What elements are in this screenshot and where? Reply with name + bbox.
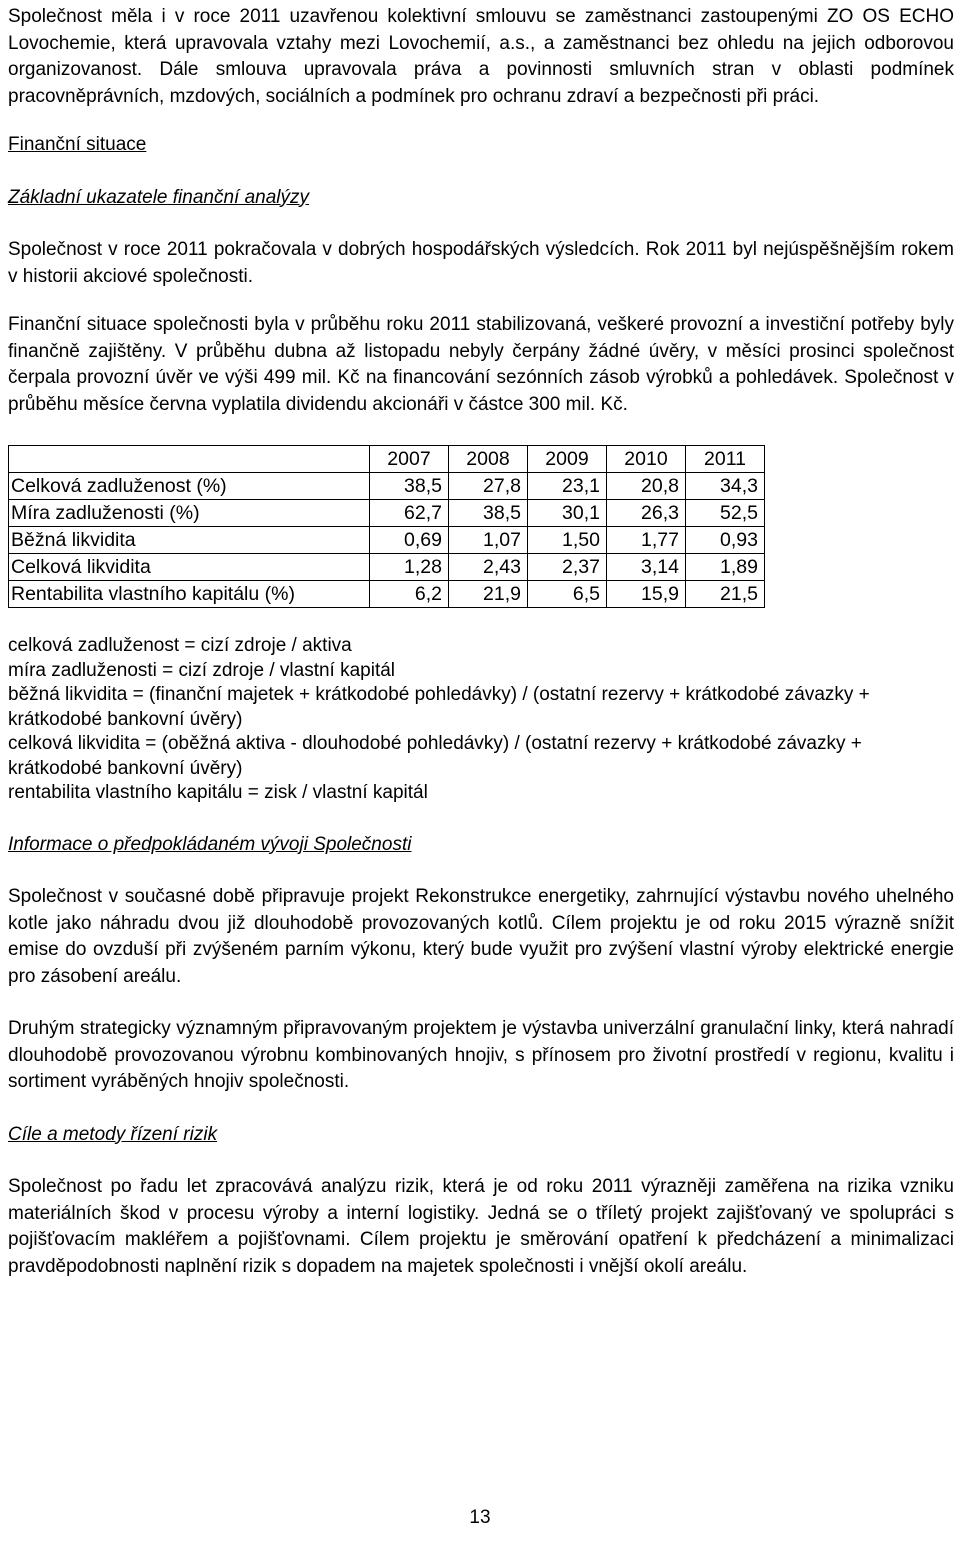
table-header-year: 2010 (607, 446, 686, 473)
row-value: 26,3 (607, 500, 686, 527)
row-value: 21,5 (686, 581, 765, 608)
row-value: 15,9 (607, 581, 686, 608)
row-value: 0,69 (370, 527, 449, 554)
financial-ratios-table-body (9, 446, 765, 608)
row-value: 0,93 (686, 527, 765, 554)
row-value: 1,77 (607, 527, 686, 554)
paragraph-collective-agreement: Společnost měla i v roce 2011 uzavřenou kolektivní smlouvu se zaměstnanci zastoupenými ZO OS ECHO Lovochemie, která upravovala vztahy mezi Lovochemií, a.s., a zaměstnanci bez ohledu na jejich odborovou organizovanost. Dále smlouva upravovala práva a povinnosti smluvních stran v oblasti podmínek pracovněprávních, mzdových, sociálních a podmínek pro ochranu zdraví a bezpečnosti při práci. (8, 6, 954, 107)
table-row (9, 500, 765, 527)
row-value: 38,5 (370, 473, 449, 500)
row-label: Běžná likvidita (9, 527, 370, 554)
row-label: Celková zadluženost (%) (9, 473, 370, 500)
row-label: Míra zadluženosti (%) (9, 500, 370, 527)
formula-total-debt: celková zadluženost = cizí zdroje / aktiva (8, 635, 352, 656)
paragraph-outlook-granulation: Druhým strategicky významným připravovaným projektem je výstavba univerzální granulační linky, která nahradí dlouhodobě provozovanou výrobnu kombinovaných hnojiv, s přínosem pro životní prostředí v regionu, kvalitu i sortiment vyráběných hnojiv společnosti. (8, 1018, 954, 1092)
row-value: 21,9 (449, 581, 528, 608)
paragraph-outlook-energy: Společnost v současné době připravuje projekt Rekonstrukce energetiky, zahrnující výstavbu nového uhelného kotle jako náhradu dvou již dlouhodobě provozovaných kotlů. Cílem projektu je od roku 2015 výrazně snížit emise do ovzduší při zvýšeném parním výkonu, který bude využit pro zvýšení vlastní výroby elektrické energie pro zásobení areálu. (8, 886, 954, 987)
table-header-year: 2011 (686, 446, 765, 473)
heading-basic-indicators: Základní ukazatele finanční analýzy (8, 186, 310, 208)
paragraph-results: Společnost v roce 2011 pokračovala v dobrých hospodářských výsledcích. Rok 2011 byl nejúspěšnějším rokem v historii akciové společnosti. (8, 239, 954, 287)
row-label: Rentabilita vlastního kapitálu (%) (9, 581, 370, 608)
formula-definitions (8, 634, 954, 806)
document-page (8, 4, 954, 1280)
table-header-year: 2008 (449, 446, 528, 473)
row-value: 38,5 (449, 500, 528, 527)
row-value: 30,1 (528, 500, 607, 527)
row-value: 2,37 (528, 554, 607, 581)
table-row (9, 527, 765, 554)
formula-total-liquidity: celková likvidita = (oběžná aktiva - dlouhodobé pohledávky) / (ostatní rezervy + krátkodobé závazky + krátkodobé bankovní úvěry) (8, 733, 862, 779)
financial-ratios-table (8, 445, 765, 608)
row-value: 6,2 (370, 581, 449, 608)
row-value: 3,14 (607, 554, 686, 581)
formula-debt-ratio: míra zadluženosti = cizí zdroje / vlastní kapitál (8, 659, 396, 681)
row-value: 1,07 (449, 527, 528, 554)
table-row (9, 554, 765, 581)
table-header-row (9, 446, 765, 473)
table-header-empty (9, 446, 370, 473)
row-value: 52,5 (686, 500, 765, 527)
row-value: 1,28 (370, 554, 449, 581)
row-value: 1,50 (528, 527, 607, 554)
row-value: 20,8 (607, 473, 686, 500)
row-value: 23,1 (528, 473, 607, 500)
table-row (9, 473, 765, 500)
row-value: 27,8 (449, 473, 528, 500)
table-header-year: 2007 (370, 446, 449, 473)
row-value: 6,5 (528, 581, 607, 608)
heading-financial-situation: Finanční situace (8, 134, 147, 155)
page-number: 13 (469, 1507, 491, 1528)
formula-return-on-equity: rentabilita vlastního kapitálu = zisk / vlastní kapitál (8, 782, 428, 803)
row-value: 62,7 (370, 500, 449, 527)
row-label: Celková likvidita (9, 554, 370, 581)
row-value: 2,43 (449, 554, 528, 581)
heading-outlook: Informace o předpokládaném vývoji Společnosti (8, 833, 412, 855)
table-header-year: 2009 (528, 446, 607, 473)
paragraph-risk: Společnost po řadu let zpracovává analýzu rizik, která je od roku 2011 výrazněji zaměřena na rizika vzniku materiálních škod v procesu výroby a interní logistiky. Jedná se o tříletý projekt zajišťovaný ve spolupráci s pojišťovacím makléřem a pojišťovnami. Cílem projektu je směrování opatření k předcházení a minimalizaci pravděpodobnosti naplnění rizik s dopadem na majetek společnosti i vnější okolí areálu. (8, 1176, 954, 1277)
row-value: 34,3 (686, 473, 765, 500)
table-row (9, 581, 765, 608)
row-value: 1,89 (686, 554, 765, 581)
heading-risk-management: Cíle a metody řízení rizik (8, 1123, 218, 1145)
paragraph-financing: Finanční situace společnosti byla v průběhu roku 2011 stabilizovaná, veškeré provozní a investiční potřeby byly finančně zajištěny. V průběhu dubna až listopadu nebyly čerpány žádné úvěry, v měsíci prosinci společnost čerpala provozní úvěr ve výši 499 mil. Kč na financování sezónních zásob výrobků a pohledávek. Společnost v průběhu měsíce června vyplatila dividendu akcionáři v částce 300 mil. Kč. (8, 314, 954, 415)
formula-current-liquidity: běžná likvidita = (finanční majetek + krátkodobé pohledávky) / (ostatní rezervy + krátkodobé závazky + krátkodobé bankovní úvěry) (8, 684, 870, 730)
